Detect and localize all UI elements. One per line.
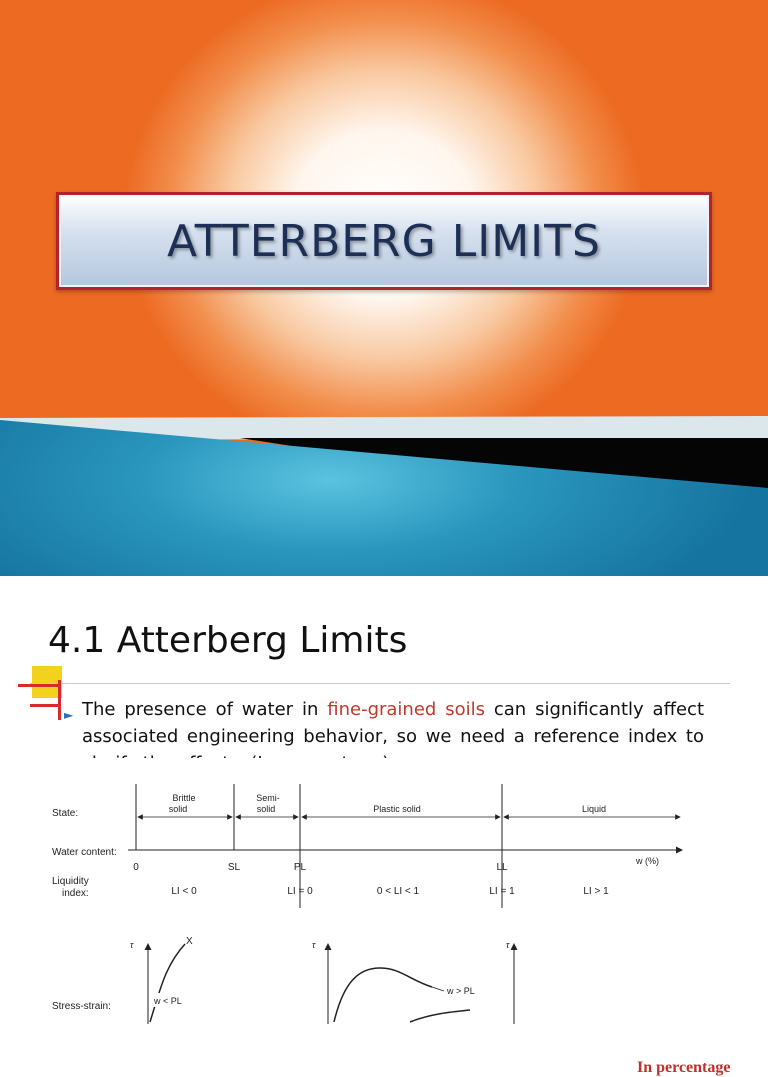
- stress-plot-brittle: [130, 936, 194, 1024]
- state-semi-1: Semi-: [256, 793, 280, 803]
- state-plastic: Plastic solid: [373, 804, 421, 814]
- tau-label-1: τ: [130, 940, 134, 950]
- li-gt-1: LI > 1: [583, 886, 609, 897]
- title-box: [56, 192, 712, 290]
- w-percent-label: w (%): [636, 856, 659, 866]
- section-heading: 4.1 Atterberg Limits: [48, 620, 408, 661]
- atterberg-diagram: [0, 758, 768, 1076]
- stress-plot-liquid: [506, 940, 514, 1024]
- para-highlight: fine-grained soils: [327, 699, 485, 720]
- para-text-1: The presence of water in: [82, 699, 328, 720]
- intro-paragraph: [82, 696, 704, 764]
- label-w-lt-pl: w < PL: [154, 996, 182, 1006]
- tick-pl: PL: [293, 862, 307, 873]
- stress-plot-plastic: [312, 940, 475, 1024]
- in-percentage-note: In percentage: [637, 1059, 731, 1076]
- bullet-arrow-icon: ►: [64, 708, 74, 722]
- atterberg-diagram-svg: [0, 758, 768, 1024]
- label-index: index:: [62, 888, 89, 899]
- tick-sl: SL: [227, 862, 241, 873]
- li-eq-1: LI = 1: [489, 886, 515, 897]
- content-slide: [0, 576, 768, 1076]
- tau-label-2: τ: [312, 940, 316, 950]
- li-lt-0: LI < 0: [171, 886, 197, 897]
- slide-title: ATTERBERG LIMITS: [167, 215, 601, 267]
- para-text-2: can significantly affect associated engineering behavior, so we need a reference index to: [82, 699, 705, 747]
- plastic-curve-lower: [410, 1010, 470, 1022]
- state-liquid: Liquid: [581, 804, 607, 814]
- tick-ll: LL: [496, 862, 508, 873]
- state-brittle-2: solid: [168, 804, 188, 814]
- state-semi-2: solid: [256, 804, 276, 814]
- plastic-curve-upper: [334, 968, 432, 1022]
- tau-label-3: τ: [506, 940, 510, 950]
- label-water-content: Water content:: [52, 847, 117, 858]
- li-eq-0: LI = 0: [287, 886, 313, 897]
- tick-0: 0: [133, 862, 139, 873]
- brittle-curve: [150, 944, 185, 1022]
- state-brittle-1: Brittle: [172, 793, 196, 803]
- label-state: State:: [52, 808, 79, 819]
- label-w-gt-pl: w > PL: [447, 986, 475, 996]
- failure-x-mark: X: [186, 936, 193, 947]
- label-stress-strain: Stress-strain:: [52, 1001, 111, 1012]
- heading-divider: [30, 683, 730, 684]
- li-between: 0 < LI < 1: [376, 886, 420, 897]
- label-liquidity: Liquidity: [52, 876, 89, 887]
